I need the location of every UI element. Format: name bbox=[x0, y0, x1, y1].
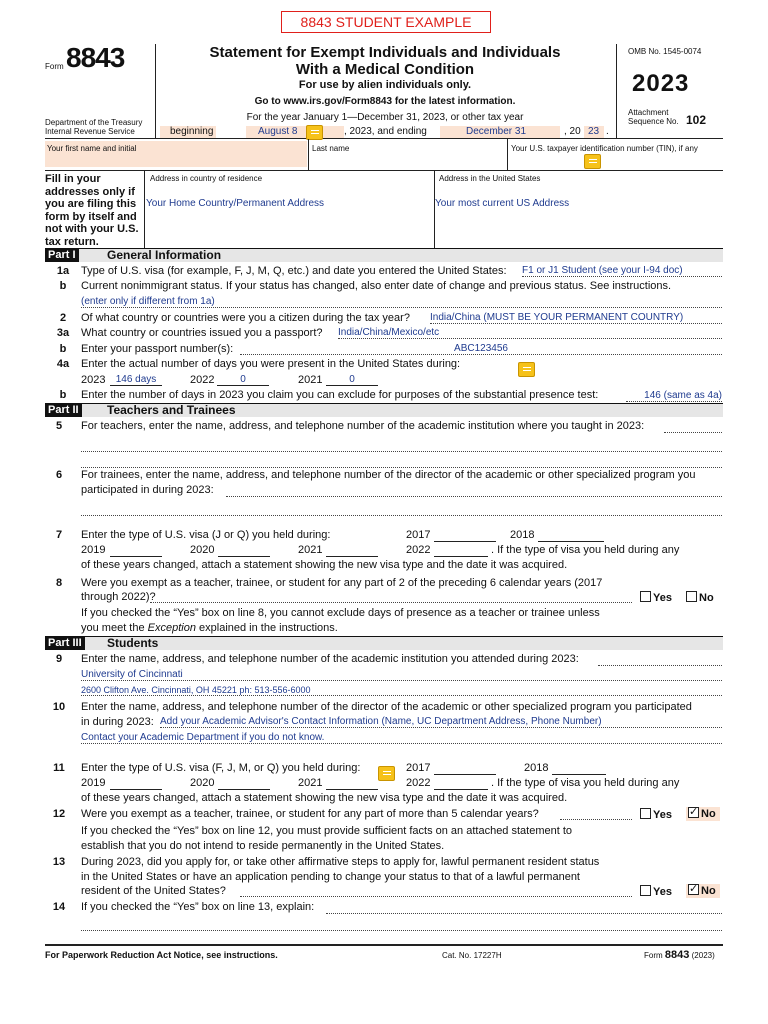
nonimmigrant-status-input[interactable]: (enter only if different from 1a) bbox=[81, 296, 722, 308]
ending-date-input[interactable]: December 31 bbox=[440, 126, 560, 138]
part1-label: Part I bbox=[45, 249, 79, 262]
comment-icon[interactable] bbox=[584, 154, 601, 169]
line-3b-text: Enter your passport number(s): bbox=[81, 343, 234, 355]
student-visa-2021-label: 2021 bbox=[298, 777, 323, 789]
line-12-note2: establish that you do not intend to reside permanently in the United States. bbox=[81, 840, 445, 852]
line-10-text2: in during 2023: bbox=[81, 716, 154, 728]
ending-comma: , 20 bbox=[564, 126, 581, 137]
student-visa-2021-input[interactable] bbox=[326, 777, 378, 790]
line-1b-text: Current nonimmigrant status. If your status has changed, also enter date of change and previous status. See instructions. bbox=[81, 280, 672, 292]
line-9-tail bbox=[598, 653, 722, 666]
line-12-text: Were you exempt as a teacher, trainee, or student for any part of more than 5 calendar years? bbox=[81, 808, 539, 820]
line-8-yes-checkbox[interactable]: Yes bbox=[640, 591, 672, 604]
days-2021-input[interactable]: 0 bbox=[326, 374, 378, 386]
comment-icon[interactable] bbox=[306, 125, 323, 140]
country-address-label: Address in country of residence bbox=[150, 174, 263, 183]
excluded-days-input[interactable]: 146 (same as 4a) bbox=[626, 390, 722, 402]
visa-2019-label: 2019 bbox=[81, 544, 106, 556]
line-10-num: 10 bbox=[52, 701, 66, 713]
leader-dots bbox=[240, 887, 632, 897]
checkbox-icon bbox=[686, 591, 697, 602]
visa-type-input[interactable]: F1 or J1 Student (see your I-94 doc) bbox=[522, 265, 722, 277]
goto-instructions: Go to www.irs.gov/Form8843 for the latest information. bbox=[254, 96, 516, 107]
line-8-text1: Were you exempt as a teacher, trainee, or student for any part of 2 of the preceding 6 calendar years (2017 bbox=[81, 577, 603, 589]
line-2-text: Of what country or countries were you a citizen during the tax year? bbox=[81, 312, 410, 324]
checkbox-checked-icon bbox=[688, 884, 699, 895]
part3-label: Part III bbox=[45, 637, 85, 650]
department-line1: Department of the Treasury bbox=[45, 118, 143, 127]
form-word: Form bbox=[45, 62, 64, 71]
line-11-text3: of these years changed, attach a statement showing the new visa type and the date it was acquired. bbox=[81, 792, 568, 804]
line-13-num: 13 bbox=[52, 856, 66, 868]
year-2021-label: 2021 bbox=[298, 374, 323, 386]
line-9-text: Enter the name, address, and telephone number of the academic institution you attended during 2023: bbox=[81, 653, 579, 665]
student-institution-input[interactable]: University of Cincinnati bbox=[81, 669, 722, 681]
visa-2017-input[interactable] bbox=[434, 529, 496, 542]
visa-2022-input[interactable] bbox=[434, 544, 488, 557]
leader-dots bbox=[560, 810, 632, 820]
passport-number-input[interactable]: ABC123456 bbox=[240, 343, 722, 355]
student-visa-2017-input[interactable] bbox=[434, 762, 496, 775]
line-3a-num: 3a bbox=[56, 327, 70, 339]
line-6-text1: For trainees, enter the name, address, and telephone number of the director of the academic or other specialized program you bbox=[81, 469, 696, 481]
title-line1: Statement for Exempt Individuals and Individuals bbox=[209, 44, 561, 61]
line-13-text3: resident of the United States? bbox=[81, 885, 226, 897]
line-4a-num: 4a bbox=[56, 358, 70, 370]
part2-header bbox=[45, 403, 723, 417]
paperwork-notice: For Paperwork Reduction Act Notice, see instructions. bbox=[45, 950, 278, 960]
line-13-no-checkbox[interactable]: ✓ No bbox=[686, 884, 720, 898]
advisor-contact-line2[interactable]: Contact your Academic Department if you do not know. bbox=[81, 732, 722, 744]
visa-2021-input[interactable] bbox=[326, 544, 378, 557]
tin-field[interactable]: Your U.S. taxpayer identification number (TIN), if any bbox=[511, 144, 698, 153]
line-7-num: 7 bbox=[55, 529, 63, 541]
title-line2: With a Medical Condition bbox=[295, 61, 475, 78]
line-8-note1: If you checked the “Yes” box on line 8, you cannot exclude days of presence as a teacher or trainee unless bbox=[81, 607, 600, 619]
teacher-institution-line2[interactable] bbox=[81, 439, 722, 452]
line-14-explain-line2[interactable] bbox=[81, 918, 722, 931]
line-8-note2: you meet the Exception explained in the instructions. bbox=[81, 622, 338, 634]
student-visa-2022-label: 2022 bbox=[406, 777, 431, 789]
line-6-text2: participated in during 2023: bbox=[81, 484, 214, 496]
line-14-explain-input[interactable] bbox=[326, 901, 722, 914]
line-13-yes-checkbox[interactable]: Yes bbox=[640, 885, 672, 898]
checkbox-icon bbox=[640, 808, 651, 819]
line-4b-num: b bbox=[59, 389, 67, 401]
advisor-contact-input[interactable]: Add your Academic Advisor's Contact Information (Name, UC Department Address, Phone Number) bbox=[160, 716, 722, 728]
leader-dots bbox=[150, 593, 632, 603]
part3-title: Students bbox=[107, 636, 159, 650]
line-13-text1: During 2023, did you apply for, or take other affirmative steps to apply for, lawful permanent resident status bbox=[81, 856, 600, 868]
line-4b-text: Enter the number of days in 2023 you claim you can exclude for purposes of the substantial presence test: bbox=[81, 389, 599, 401]
form-number: 8843 bbox=[66, 42, 125, 73]
sequence-label: Sequence No. bbox=[628, 117, 679, 126]
us-address-input[interactable]: Your most current US Address bbox=[435, 198, 570, 209]
visa-2021-label: 2021 bbox=[298, 544, 323, 556]
visa-2017-label: 2017 bbox=[406, 529, 431, 541]
checkbox-icon bbox=[640, 591, 651, 602]
first-name-field[interactable]: Your first name and initial bbox=[45, 141, 307, 167]
passport-country-input[interactable]: India/China/Mexico/etc bbox=[338, 327, 722, 339]
visa-2020-label: 2020 bbox=[190, 544, 215, 556]
student-visa-2022-input[interactable] bbox=[434, 777, 488, 790]
line-11-num: 11 bbox=[53, 762, 65, 774]
student-institution-line2[interactable]: 2600 Clifton Ave. Cincinnati, OH 45221 ph: 513-556-6000 bbox=[81, 685, 722, 696]
line-1a-text: Type of U.S. visa (for example, F, J, M, Q, etc.) and date you entered the United States: bbox=[81, 265, 507, 277]
student-visa-2019-input[interactable] bbox=[110, 777, 162, 790]
line-13-text2: in the United States or have an application pending to change your status to that of a lawful permanent bbox=[81, 871, 580, 883]
comment-icon[interactable] bbox=[378, 766, 395, 781]
attachment-label: Attachment bbox=[628, 108, 669, 117]
ending-dot: . bbox=[606, 126, 609, 137]
line-12-note1: If you checked the “Yes” box on line 12, you must provide sufficient facts on an attached statement to bbox=[81, 825, 573, 837]
line-1a-num: 1a bbox=[56, 265, 70, 277]
department-line2: Internal Revenue Service bbox=[45, 127, 135, 136]
line-3a-text: What country or countries issued you a passport? bbox=[81, 327, 323, 339]
last-name-field[interactable]: Last name bbox=[312, 144, 350, 153]
trainee-director-line2[interactable] bbox=[81, 503, 722, 516]
trainee-director-input[interactable] bbox=[226, 484, 722, 497]
line-6-num: 6 bbox=[55, 469, 63, 481]
beginning-date-input[interactable]: August 8 bbox=[246, 126, 344, 138]
omb-number: OMB No. 1545-0074 bbox=[628, 47, 702, 56]
part2-label: Part II bbox=[45, 404, 82, 417]
days-2023-input[interactable]: 146 days bbox=[110, 374, 162, 386]
part1-header bbox=[45, 248, 723, 262]
tax-year: 2023 bbox=[632, 70, 690, 97]
comment-icon[interactable] bbox=[518, 362, 535, 377]
part1-title: General Information bbox=[107, 248, 222, 262]
line-10-text1: Enter the name, address, and telephone number of the director of the academic or other specialized program you participated bbox=[81, 701, 692, 713]
line-11-tail: . If the type of visa you held during any bbox=[491, 777, 680, 789]
line-12-no-checkbox[interactable]: ✓ No bbox=[686, 807, 720, 821]
student-visa-2019-label: 2019 bbox=[81, 777, 106, 789]
student-visa-2018-input[interactable] bbox=[552, 762, 606, 775]
fill-address-note: Fill in your addresses only if you are filing this form by itself and not with your U.S. tax return. bbox=[45, 173, 139, 248]
line-8-no-checkbox[interactable]: No bbox=[686, 591, 714, 604]
checkbox-icon bbox=[640, 885, 651, 896]
line-1b-num: b bbox=[59, 280, 67, 292]
tax-year-mid: , 2023, and ending bbox=[344, 126, 427, 137]
line-12-yes-checkbox[interactable]: Yes bbox=[640, 808, 672, 821]
student-visa-2020-input[interactable] bbox=[218, 777, 270, 790]
line-3b-num: b bbox=[59, 343, 67, 355]
country-address-input[interactable]: Your Home Country/Permanent Address bbox=[146, 198, 325, 209]
form-subtitle: For use by alien individuals only. bbox=[298, 79, 472, 91]
line-5-text: For teachers, enter the name, address, and telephone number of the academic institution where you taught in 2023: bbox=[81, 420, 645, 432]
footer-form-id: Form 8843 (2023) bbox=[644, 949, 715, 961]
part3-header bbox=[45, 636, 723, 650]
line-8-text2: through 2022)? bbox=[81, 591, 156, 603]
visa-2020-input[interactable] bbox=[218, 544, 270, 557]
example-banner: 8843 STUDENT EXAMPLE bbox=[281, 11, 491, 33]
part2-title: Teachers and Trainees bbox=[107, 403, 236, 417]
visa-2019-input[interactable] bbox=[110, 544, 162, 557]
ending-year-input[interactable]: 23 bbox=[584, 126, 604, 138]
tax-year-text: For the year January 1—December 31, 2023, or other tax year bbox=[246, 112, 524, 123]
line-7-tail: . If the type of visa you held during any bbox=[491, 544, 680, 556]
student-visa-2020-label: 2020 bbox=[190, 777, 215, 789]
line-14-text: If you checked the “Yes” box on line 13, explain: bbox=[81, 901, 315, 913]
line-8-num: 8 bbox=[55, 577, 63, 589]
year-2022-label: 2022 bbox=[190, 374, 215, 386]
catalog-number: Cat. No. 17227H bbox=[442, 951, 502, 960]
line-7-text3: of these years changed, attach a statement showing the new visa type and the date it was acquired. bbox=[81, 559, 568, 571]
line-12-num: 12 bbox=[52, 808, 66, 820]
teacher-institution-input[interactable] bbox=[664, 420, 722, 433]
us-address-label: Address in the United States bbox=[439, 174, 541, 183]
line-14-num: 14 bbox=[52, 901, 66, 913]
line-2-num: 2 bbox=[59, 312, 67, 324]
student-visa-2018-label: 2018 bbox=[524, 762, 549, 774]
citizenship-input[interactable]: India/China (MUST BE YOUR PERMANENT COUNTRY) bbox=[430, 312, 722, 324]
year-2023-label: 2023 bbox=[81, 374, 106, 386]
line-5-num: 5 bbox=[55, 420, 63, 432]
visa-2018-label: 2018 bbox=[510, 529, 535, 541]
teacher-institution-line3[interactable] bbox=[81, 455, 722, 468]
line-11-text: Enter the type of U.S. visa (F, J, M, or Q) you held during: bbox=[81, 762, 361, 774]
line-4a-text: Enter the actual number of days you were present in the United States during: bbox=[81, 358, 461, 370]
sequence-number: 102 bbox=[686, 113, 707, 127]
visa-2018-input[interactable] bbox=[538, 529, 604, 542]
beginning-label: beginning bbox=[160, 126, 216, 138]
student-visa-2017-label: 2017 bbox=[406, 762, 431, 774]
days-2022-input[interactable]: 0 bbox=[217, 374, 269, 386]
visa-2022-label: 2022 bbox=[406, 544, 431, 556]
checkbox-checked-icon bbox=[688, 807, 699, 818]
line-7-text: Enter the type of U.S. visa (J or Q) you held during: bbox=[81, 529, 331, 541]
line-9-num: 9 bbox=[55, 653, 63, 665]
form-title bbox=[160, 44, 610, 78]
